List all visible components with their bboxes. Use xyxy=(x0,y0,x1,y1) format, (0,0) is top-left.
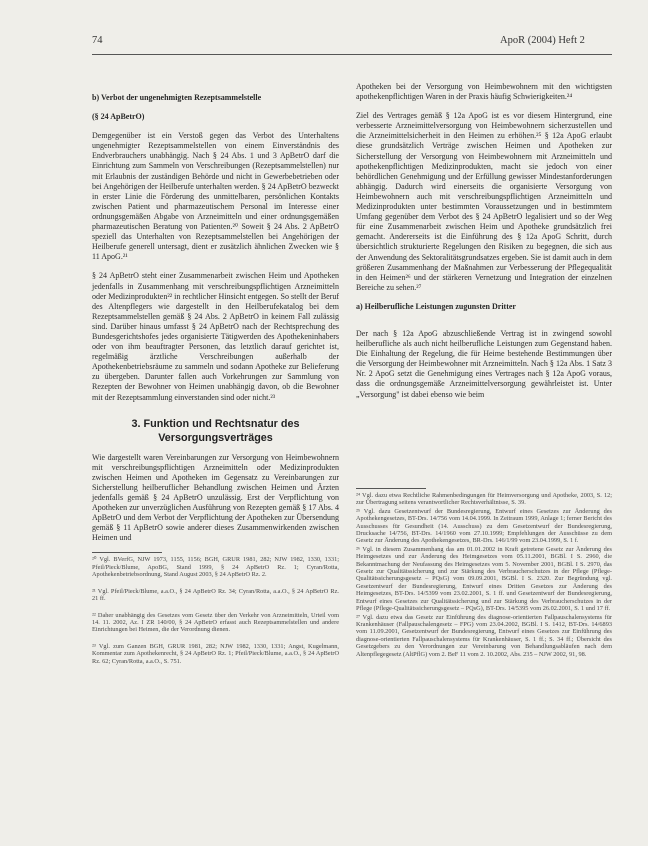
heading-b-paragraph: (§ 24 ApBetrO) xyxy=(92,112,145,122)
left-paragraph-3: Wie dargestellt waren Vereinbarungen zur Versorgung von Heimbewohnern mit verschreibungspflichtigen Arzneimitteln oder Medizinprodukten zwischen Heimen und Apotheken im Gegensatz zu Vereinbarungen zur Sicherstellung heilberuflicher Behandlung zwischen Heimen und Ärzten jedenfalls gemäß § 24 ApBetrO unzulässig. Erst der Verpflichtung von Apotheken zur unverzüglichen Ausführung von Rezepten gemäß § 17 Abs. 4 ApBetrO und dem Verbot der Verpflichtung der Apotheken zur Übersendung gemäß § 11 ApBetrO sowie anderer dieses Zusammenwirkenden zwischen Heimen und xyxy=(92,452,339,543)
footnote-21: ²¹ Vgl. Pfeil/Pieck/Blume, a.a.O., § 24 ApBetrO Rz. 34; Cyran/Rotta, a.a.O., § 24 ApBetrO Rz. 21 ff. xyxy=(92,587,339,603)
footnote-25: ²⁵ Vgl. dazu Gesetzentwurf der Bundesregierung, Entwurf eines Gesetzes zur Änderung des Apothekengesetzes, BT-Drs. 14/756 vom 14.04.1999. In Zeitraum 1999, Anlage 1; ferner Bericht des Ausschusses für Gesundheit (14. Ausschuss) zu dem Gesetzentwurf der Bundesregierung, Drucksache 14/756, BT-Drs. 14/1960 vom 27.10.1999; Empfehlungen der Ausschüsse zu dem Gesetz zur Änderung des Apothekengesetzes, BR-Drs. 146/1/99 vom 23.04.1999, S. 1 f. xyxy=(356,507,612,545)
left-column xyxy=(92,93,339,674)
footnote-20: ²⁰ Vgl. BVerfG, NJW 1973, 1155, 1156; BGH, GRUR 1981, 282; NJW 1982, 1330, 1331; Pfeil/Pieck/Blume, ApoBG, Stand 1999, § 24 ApBetrO Rz. 1; Cyran/Rotta, Apothekenbetriebsordnung, Stand August 2003, § 24 ApBetrO Rz. 2. xyxy=(92,556,339,579)
section-title-line-1: 3. Funktion und Rechtsnatur des xyxy=(131,417,300,430)
page-number: 74 xyxy=(92,35,103,46)
heading-b: b) Verbot der ungenehmigten Rezeptsammelstelle xyxy=(92,93,262,102)
right-paragraph-1: Apotheken bei der Versorgung von Heimbewohnern mit den wichtigsten apothekenpflichtigen Waren in der Praxis häufig Schwierigkeiten.²⁴ xyxy=(356,82,612,102)
section-title xyxy=(92,417,339,445)
footnote-26: ²⁶ Vgl. in diesem Zusammenhang das am 01.01.2002 in Kraft getretene Gesetz zur Änderung des Heimgesetzes und zur Änderung des Heimgesetzes vom 05.11.2001, BGBl. I S. 2960, die Bekanntmachung der Neufassung des Heimgesetzes vom 5. November 2001, BGBl. I S. 2970, das Gesetz zur Qualitätssicherung und zur Stärkung des Verbraucherschutzes in der Pflege (Pflege-Qualitätssicherungsgesetz – PQsG) vom 09.09.2001, BGBl. I S. 2320. Zur Begründung vgl. Gesetzentwurf der Bundesregierung, Entwurf eines Dritten Gesetzes zur Änderung des Heimgesetzes, BT-Drs. 14/5399 vom 23.02.2001, S. 1 ff. und Gesetzentwurf der Bundesregierung, Entwurf eines Gesetzes zur Qualitätssicherung und zur Stärkung des Verbraucherschutzes in der Pflege (Pflege-Qualitätssicherungsgesetz – PQsG), BT-Drs. 14/5395 vom 26.02.2001, S. 1 und 17 ff. xyxy=(356,545,612,613)
footnote-23: ²³ Vgl. zum Ganzen BGH, GRUR 1981, 282; NJW 1982, 1330, 1331; Angst, Kugelmann, Kommentar zum Apothekenrecht, § 24 ApBetrO Rz. 1; Pfeil/Pieck/Blume, a.a.O., § 24 ApBetrO Rz. 62; Cyran/Rotta, a.a.O., S. 751. xyxy=(92,642,339,665)
section-title-line-2: Versorgungsverträges xyxy=(158,431,273,444)
right-column xyxy=(356,82,612,409)
footnote-rule-left xyxy=(92,552,162,553)
heading-a: a) Heilberufliche Leistungen zugunsten Dritter xyxy=(356,301,516,311)
footnote-24: ²⁴ Vgl. dazu etwa Rechtliche Rahmenbedingungen für Heimversorgung und Apotheke, 2003, S. 12; zur Übertragung seitens verantwortlicher Rechtsverhältnisse, S. 39. xyxy=(356,492,612,507)
heading-gap xyxy=(356,321,612,329)
footnote-22: ²² Daher unabhängig des Gesetzes vom Gesetz über den Verkehr von Arzneimitteln, Urteil vom 14. 11. 2002, Az. I ZR 140/00, § 24 ApBetrO erfasst auch Rezeptsammelstellen und andere Einrichtungen bei Heimen, die der Verordnung dienen. xyxy=(92,611,339,634)
left-paragraph-1: Demgegenüber ist ein Verstoß gegen das Verbot des Unterhaltens ungenehmigter Rezeptsammelstellen von einem Einverständnis des Endverbrauchers unabhängig. Nach § 24 Abs. 1 und 3 ApBetrO darf die Einrichtung zum Sammeln von Verschreibungen (Rezeptsammelstellen) nur mit Erlaubnis der zuständigen Behörde und nicht in Gewerbebetrieben oder bei Angehörigen der Heilberufe unterhalten werden. § 24 ApBetrO bezweckt in erster Linie die Förderung des unmittelbaren, persönlichen Kontakts zwischen Patient und pharmazeutischem Personal im Interesse einer ordnungsgemäßen Abgabe von Arzneimitteln und einer ordnungsgemäßen pharmazeutischen Beratung von Patienten.²⁰ Soweit § 24 Abs. 2 ApBetrO speziell das Unterhalten von Rezeptsammelstellen bei Angehörigen der Heilberufe generell untersagt, dient er zusätzlich ähnlichen Zwecken wie § 11 ApoG.²¹ xyxy=(92,131,339,262)
right-paragraph-3: Der nach § 12a ApoG abzuschließende Vertrag ist in zwingend sowohl heilberufliche als auch nicht heilberufliche Leistungen zum Gegenstand haben. Die Einhaltung der Regelung, die für Heime bestehende Bestimmungen über die Versorgung der Heimbewohner mit Arzneimitteln. Nach § 12a Abs. 1 Satz 3 Nr. 2 ApoG setzt die Genehmigung eines Vertrages nach § 12a ApoG voraus, dass die ordnungsgemäße Arzneimittelversorgung gewährleistet ist. Unter „Versorgung" ist dabei ebenso wie beim xyxy=(356,328,612,399)
header-rule xyxy=(92,54,612,55)
right-paragraph-2: Ziel des Vertrages gemäß § 12a ApoG ist es vor diesem Hintergrund, eine verbesserte Arzneimittelversorgung von Heimbewohnern sicherzustellen und die Arzneimittelsicherheit in den Heimen zu erhöhen.²⁵ § 12a ApoG erlaubt diese grundsätzlich Verträge zwischen Heimen und Apotheken zur Sicherstellung der Versorgung von Heimbewohnern mit Arzneimitteln und apothekenpflichtigen Medizinprodukten, macht sie jedoch von einer behördlichen Genehmigung und der Erfüllung gewisser Mindestanforderungen abhängig. Dadurch wird einerseits die organisierte Versorgung von Heimbewohnern auch mit verschreibungspflichtigen Arzneimitteln und Medizinprodukten unter bestimmten Voraussetzungen und in bestimmtem Umfang gegenüber dem Verbot des § 24 ApBetrO legalisiert und so der Weg für eine Zusammenarbeit zwischen Heim und Apotheke grundsätzlich frei gemacht. Andererseits ist die Einführung des § 12a ApoG Schritt, durch übersichtlich strukturierte Regelungen den Risiken zu begegnen, die sich aus der Anwendung des Sektoralitätsgrundsatzes ergeben. Sie ist damit auch in dem größeren Zusammenhang der Maßnahmen zur Verbesserung der Pflegequalität in den Heimen²⁶ und der stärkeren Vernetzung und Integration der einzelnen Bereiche zu sehen.²⁷ xyxy=(356,111,612,292)
left-paragraph-2: § 24 ApBetrO steht einer Zusammenarbeit zwischen Heim und Apotheken jedenfalls in Zusammenhang mit verschreibungspflichtigen Arzneimitteln oder Medizinprodukten²² in rechtlicher Hinsicht entgegen. So stellt der Beruf des Altenpflegers wie dargestellt in den Heilberufekatalog bei dem Rezeptsammelstellen gemäß § 24 Abs. 2 ApBetrO in keinem Fall zulässig sind. Darüber hinaus umfasst § 24 ApBetrO nach der Rechtsprechung des Bundesgerichtshofes jedes organisierte Tätigwerden des Apothekeninhabers oder von ihm beauftragter Personen, das letztlich darauf gerichtet ist, regelmäßig ärztliche Verschreibungen außerhalb der Apothekenbetriebsräume zu sammeln und sodann Apotheke zur Belieferung zu übergeben. Darunter fallen auch Vorkehrungen zur Sammlung von Rezepten der Bewohner von Heimen unabhängig davon, ob die Bewohner mit der Rezeptsammlung einverstanden sind oder nicht.²³ xyxy=(92,271,339,402)
footnote-rule-right xyxy=(356,488,426,489)
footnote-27: ²⁷ Vgl. dazu etwa das Gesetz zur Einführung des diagnose-orientierten Fallpauschalensystems für Krankenhäuser (Fallpauschalengesetz – FPG) vom 23.04.2002, BGBl. I S. 1412, BT-Drs. 14/6893 vom 11.09.2001, Gesetzentwurf der Bundesregierung, Entwurf eines Gesetzes zur Einführung des diagnose-orientierten Fallpauschalensystems für Krankenhäuser, S. 1 ff.; S. 34 ff.; Übersicht des Gesetzgebers zu den Verordnungen zur Vereinbarung von Behandlungsabläufen nach dem Altenpflegegesetz (AltPflG) vom 2. BeF 11 vom 2. 10.2002, Abs. 235 – NJW 2002, 91, 98. xyxy=(356,613,612,658)
left-footnotes xyxy=(92,556,339,664)
right-footnotes xyxy=(356,484,612,659)
journal-header: ApoR (2004) Heft 2 xyxy=(500,35,585,46)
